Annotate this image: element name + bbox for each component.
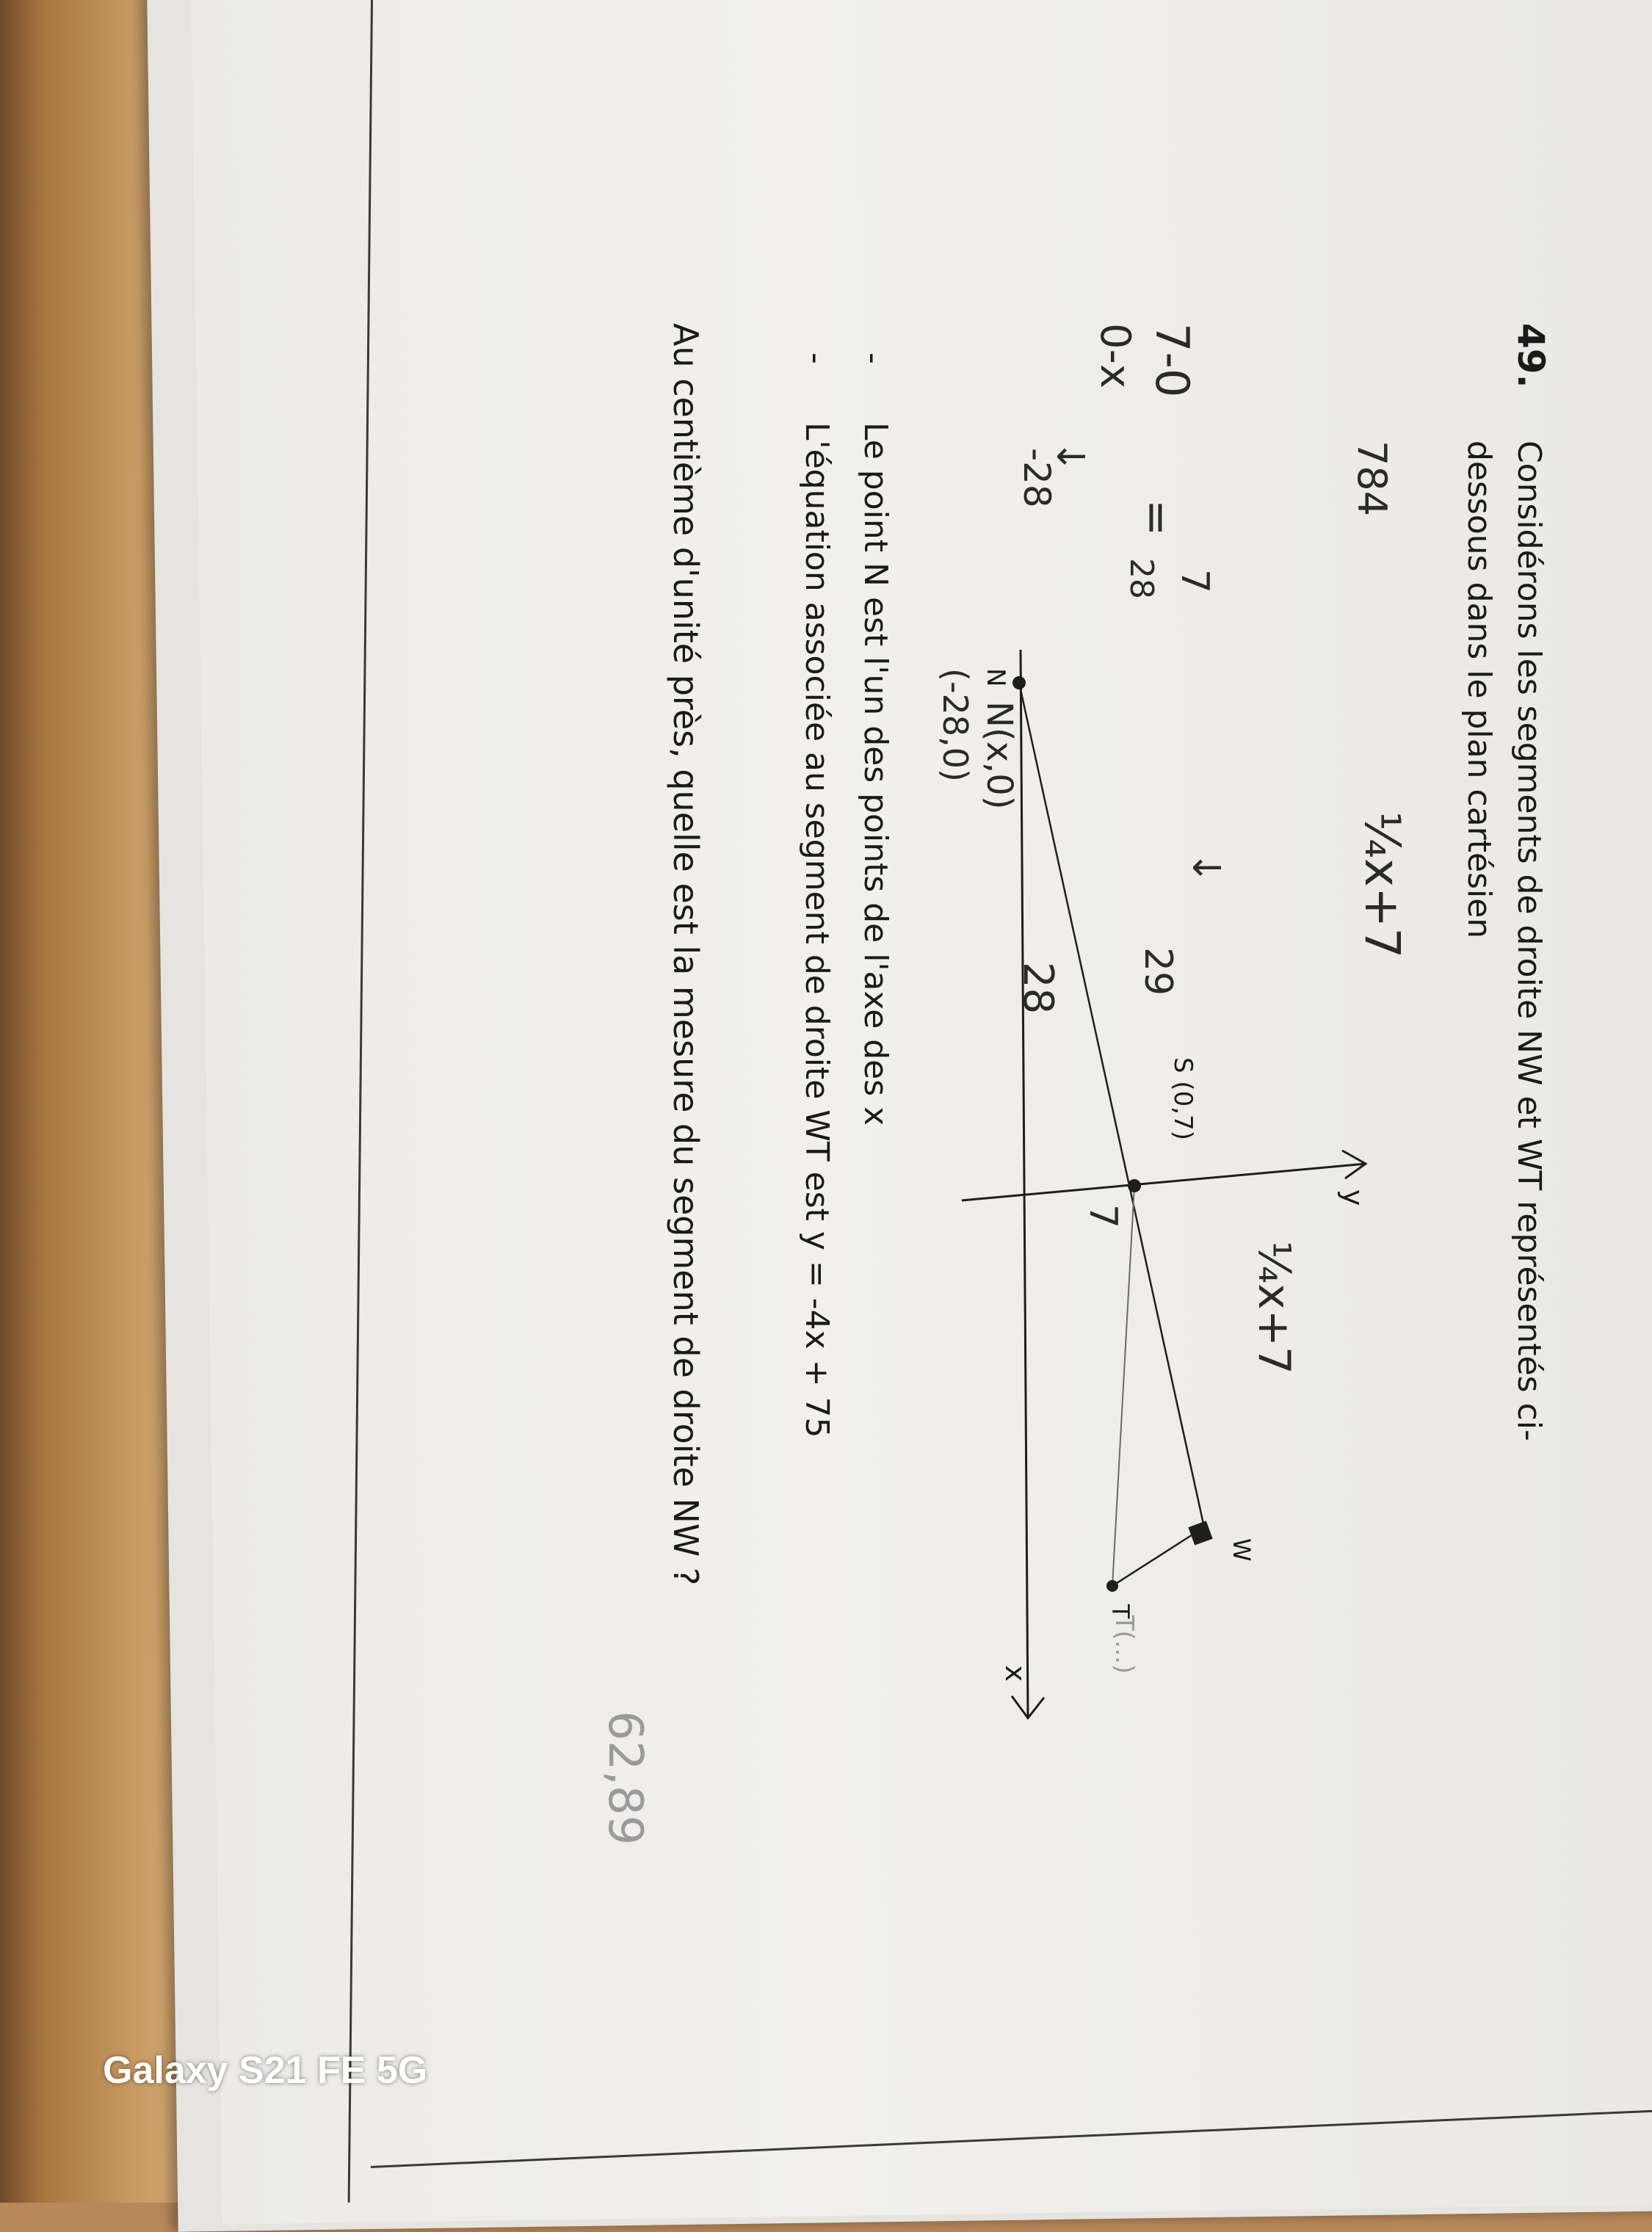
hw-note-784: 784: [1349, 441, 1395, 517]
hw-note-28: 28: [1014, 962, 1062, 1015]
axis-y-label: y: [1337, 1189, 1369, 1206]
hw-note-29: 29: [1136, 947, 1180, 996]
hw-eq-right: ¼x+7: [1248, 1241, 1300, 1375]
camera-watermark: Galaxy S21 FE 5G: [103, 2049, 428, 2092]
point-w-label: W: [1228, 1538, 1256, 1562]
hw-frac-result: -28: [1015, 448, 1058, 508]
hw-down-arrow-2: ↓: [1184, 852, 1228, 884]
bullet1-text: Le point N est l'un des points de l'axe des x: [857, 422, 894, 1126]
point-s-label: S (0,7): [1168, 1057, 1198, 1140]
figure-labels: [981, 668, 1369, 1682]
question-intro-line1: Considérons les segments de droite NW et WT représentés ci-: [1510, 441, 1548, 1441]
point-s-dot: [1128, 1179, 1141, 1192]
point-t-dot: [1106, 1580, 1118, 1592]
handwriting: [598, 323, 1410, 1845]
hw-down-arrow: ↓: [1048, 441, 1092, 473]
question-number: 49.: [1510, 323, 1552, 388]
hw-frac-right: 7: [1173, 569, 1217, 594]
segment-st-pencil: [1112, 1186, 1134, 1586]
hw-note-7: 7: [1081, 1204, 1125, 1229]
hw-n-value: (-28,0): [935, 668, 975, 782]
bullet2-marker: -: [797, 352, 835, 364]
cartesian-figure: [962, 650, 1366, 1718]
hw-frac-bottom: 0-x: [1091, 323, 1139, 388]
point-n-label: N: [981, 668, 1010, 687]
x-axis: [1021, 650, 1028, 1718]
point-t-label: T: [1106, 1604, 1134, 1619]
printed-text: [666, 323, 1552, 1585]
hw-frac-top: 7-0: [1145, 323, 1199, 398]
question-intro-line2: dessous dans le plan cartésien: [1460, 441, 1498, 939]
hw-t-coords: T(...): [1109, 1615, 1139, 1674]
segment-wt: [1112, 1527, 1204, 1586]
axis-x-label: x: [999, 1665, 1032, 1682]
y-axis: [962, 1164, 1366, 1200]
question-prompt: Au centième d'unité près, quelle est la mesure du segment de droite NW ?: [666, 323, 706, 1586]
point-n-dot: [1012, 676, 1026, 689]
hw-eq-left: ¼x+7: [1354, 811, 1410, 959]
hw-n-coords: N(x,0): [979, 701, 1020, 810]
bullet1-marker: -: [855, 352, 892, 364]
hw-frac-right-bottom: 28: [1123, 558, 1160, 599]
hw-equals: =: [1131, 499, 1182, 537]
hw-answer: 62,89: [598, 1711, 652, 1846]
bullet2-text: L'équation associée au segment de droite WT est y = -4x + 75: [798, 422, 836, 1438]
right-angle-marker: [1188, 1521, 1212, 1545]
